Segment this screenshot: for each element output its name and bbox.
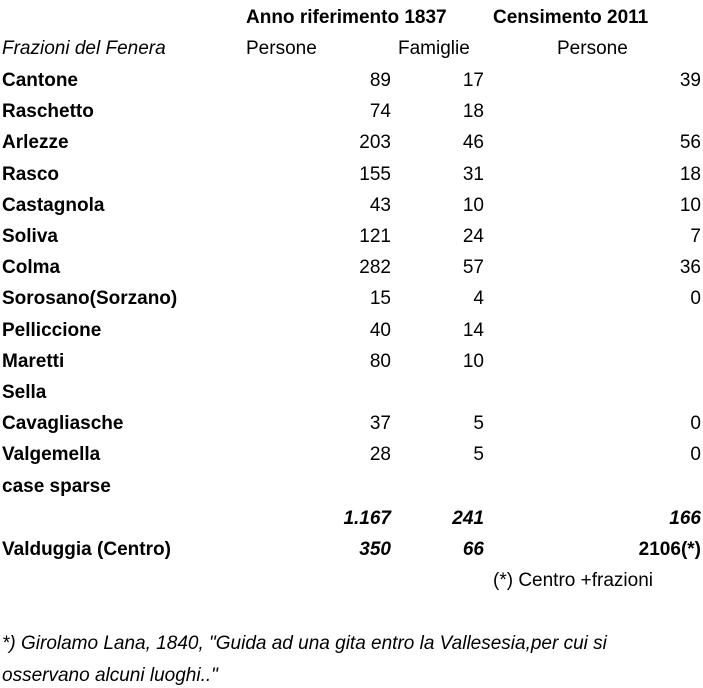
persone-2011-value: 0 (690, 413, 701, 434)
frazione-name: Sella (2, 382, 47, 403)
centro-persone-1837: 350 (359, 539, 391, 560)
persone-1837-value: 40 (369, 320, 391, 341)
frazione-name: case sparse (2, 476, 111, 497)
persone-2011-value: 39 (679, 70, 701, 91)
persone-1837-value: 43 (369, 195, 391, 216)
famiglie-1837-value: 4 (473, 288, 484, 309)
persone-2011-value: 0 (690, 444, 701, 465)
famiglie-1837-value: 5 (473, 413, 484, 434)
persone-2011-value: 18 (679, 164, 701, 185)
persone-2011-value: 10 (679, 195, 701, 216)
famiglie-1837-value: 18 (462, 101, 484, 122)
centro-persone-2011: 2106(*) (638, 539, 701, 560)
footnote-line-1: *) Girolamo Lana, 1840, "Guida ad una gita entro la Vallesesia,per cui si (2, 633, 607, 654)
famiglie-1837-value: 31 (462, 164, 484, 185)
frazione-name: Soliva (2, 226, 58, 247)
frazione-name: Pelliccione (2, 320, 102, 341)
column-header-frazioni: Frazioni del Fenera (2, 38, 166, 59)
famiglie-1837-value: 24 (462, 226, 484, 247)
group-title-2011: Censimento 2011 (493, 7, 649, 28)
centro-name: Valduggia (Centro) (2, 539, 171, 560)
centro-note: (*) Centro +frazioni (493, 570, 653, 591)
centro-famiglie-1837: 66 (462, 539, 484, 560)
frazione-name: Rasco (2, 164, 60, 185)
famiglie-1837-value: 14 (462, 320, 484, 341)
column-header-persone-1837: Persone (246, 38, 317, 59)
footnote-line-2: osservano alcuni luoghi.." (2, 665, 218, 686)
frazione-name: Cavagliasche (2, 413, 124, 434)
persone-2011-value: 7 (690, 226, 701, 247)
frazione-name: Arlezze (2, 132, 69, 153)
persone-1837-value: 15 (369, 288, 391, 309)
frazione-name: Colma (2, 257, 61, 278)
total-famiglie-1837: 241 (452, 508, 484, 529)
persone-1837-value: 121 (359, 226, 391, 247)
frazione-name: Valgemella (2, 444, 101, 465)
frazione-name: Cantone (2, 70, 78, 91)
group-title-1837: Anno riferimento 1837 (246, 7, 447, 28)
persone-1837-value: 80 (369, 351, 391, 372)
persone-2011-value: 56 (679, 132, 701, 153)
column-header-famiglie-1837: Famiglie (398, 38, 470, 59)
famiglie-1837-value: 46 (462, 132, 484, 153)
persone-1837-value: 89 (369, 70, 391, 91)
persone-1837-value: 282 (359, 257, 391, 278)
total-persone-1837: 1.167 (343, 508, 391, 529)
famiglie-1837-value: 5 (473, 444, 484, 465)
persone-1837-value: 155 (359, 164, 391, 185)
persone-2011-value: 0 (690, 288, 701, 309)
famiglie-1837-value: 57 (462, 257, 484, 278)
column-header-persone-2011: Persone (557, 38, 628, 59)
persone-1837-value: 37 (369, 413, 391, 434)
famiglie-1837-value: 17 (462, 70, 484, 91)
frazione-name: Raschetto (2, 101, 94, 122)
frazione-name: Maretti (2, 351, 65, 372)
persone-1837-value: 28 (369, 444, 391, 465)
persone-2011-value: 36 (679, 257, 701, 278)
famiglie-1837-value: 10 (462, 351, 484, 372)
persone-1837-value: 74 (369, 101, 391, 122)
total-persone-2011: 166 (669, 508, 701, 529)
frazione-name: Castagnola (2, 195, 105, 216)
frazione-name: Sorosano(Sorzano) (2, 288, 178, 309)
famiglie-1837-value: 10 (462, 195, 484, 216)
persone-1837-value: 203 (359, 132, 391, 153)
